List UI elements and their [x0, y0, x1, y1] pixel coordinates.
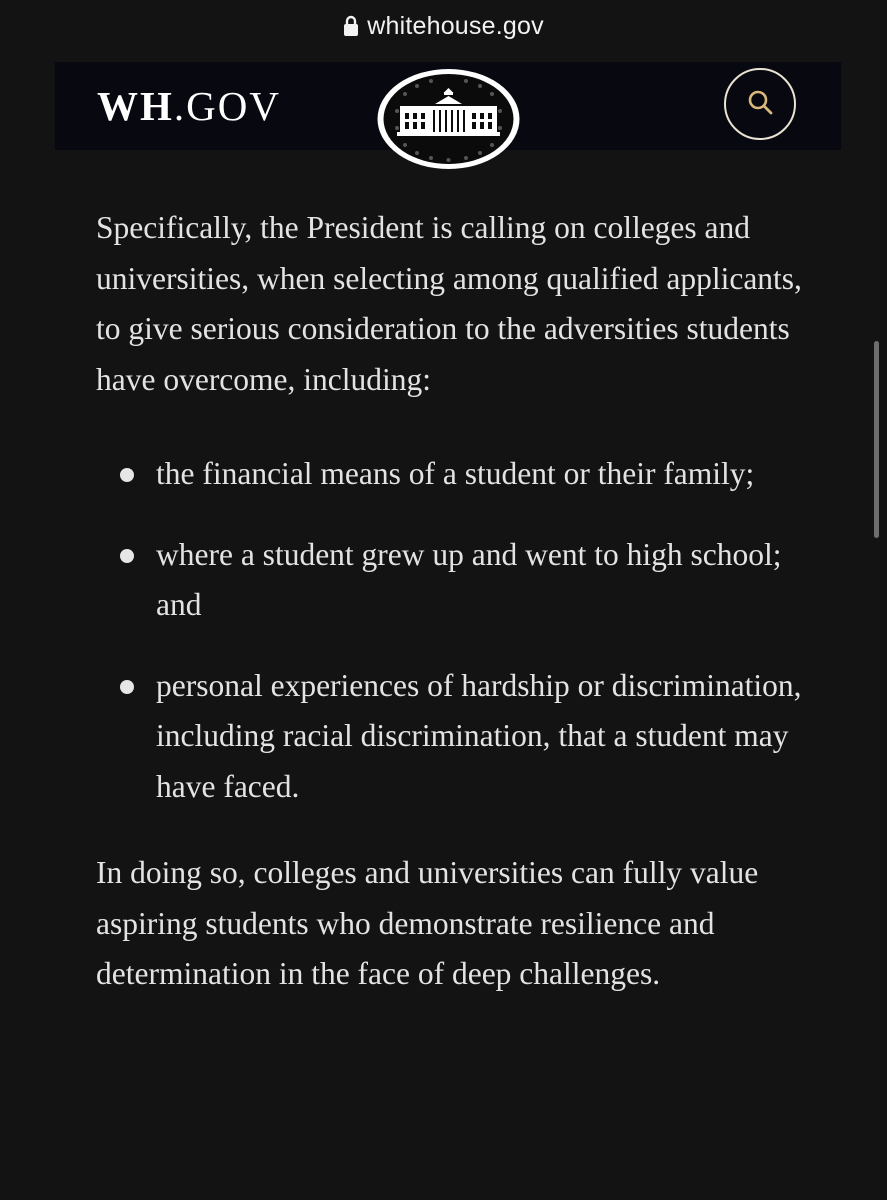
- list-item-text: where a student grew up and went to high school; and: [156, 536, 782, 622]
- adversities-list: [96, 449, 816, 812]
- closing-paragraph: In doing so, colleges and universities can fully value aspiring students who demonstrate resilience and determination in the face of deep challenges.: [96, 855, 759, 991]
- scrollbar[interactable]: [874, 341, 879, 538]
- list-item: [96, 530, 816, 631]
- intro-paragraph: Specifically, the President is calling on colleges and universities, when selecting among qualified applicants, to give serious consideration to the adversities students have overcome, including:: [96, 210, 802, 397]
- site-logo-link[interactable]: [97, 82, 281, 130]
- url-text: whitehouse.gov: [367, 11, 544, 40]
- bullet-icon: [120, 680, 134, 694]
- search-button[interactable]: [724, 68, 796, 140]
- article-body: [96, 203, 816, 1000]
- address-bar[interactable]: [0, 0, 887, 52]
- list-item: [96, 661, 816, 813]
- list-item-text: personal experiences of hardship or discrimination, including racial discrimination, that a student may have faced.: [156, 667, 802, 804]
- brand-bold: WH: [97, 83, 174, 129]
- search-icon: [746, 88, 774, 121]
- list-item: [96, 449, 816, 500]
- bullet-icon: [120, 549, 134, 563]
- list-item-text: the financial means of a student or their family;: [156, 456, 755, 491]
- bullet-icon: [120, 468, 134, 482]
- white-house-seal-icon[interactable]: [375, 66, 522, 172]
- lock-icon: [343, 15, 359, 37]
- site-header: [55, 62, 841, 150]
- brand-rest: .GOV: [173, 83, 281, 129]
